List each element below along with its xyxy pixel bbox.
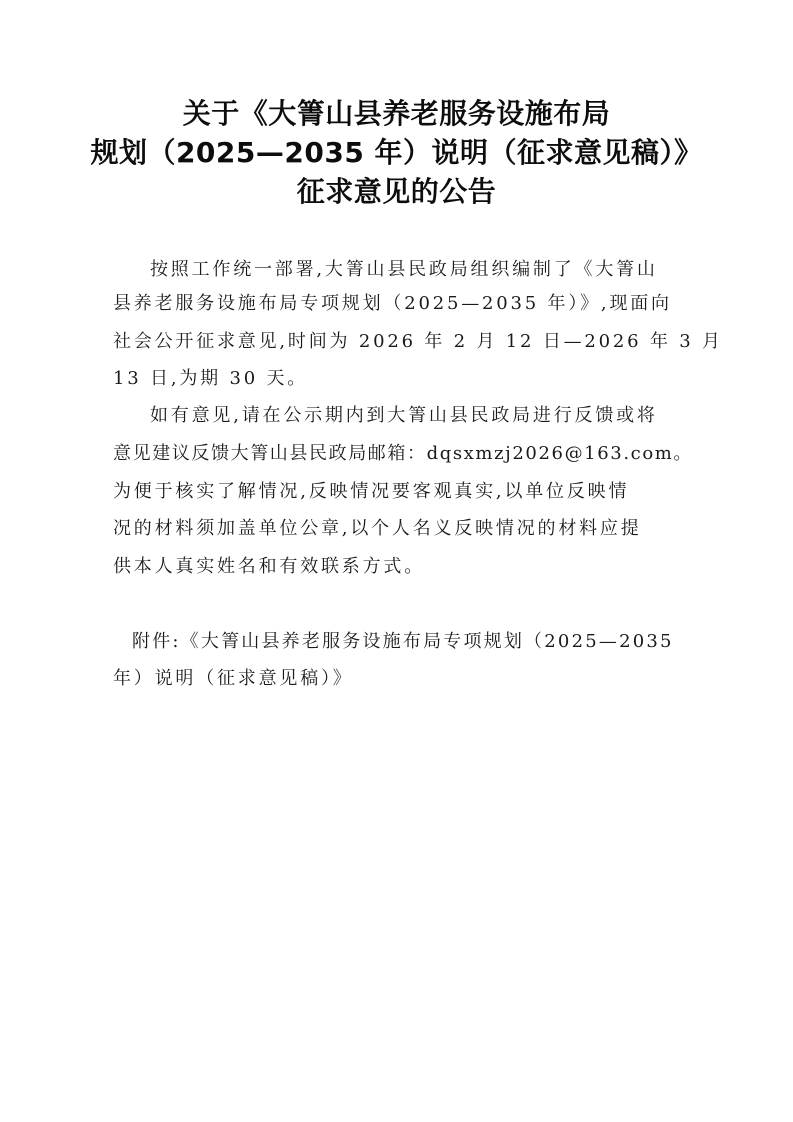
paragraph-line: 况的材料须加盖单位公章,以个人名义反映情况的材料应提 (113, 518, 642, 539)
paragraph-line: 社会公开征求意见,时间为 2026 年 2 月 12 日—2026 年 3 月 (113, 331, 723, 352)
attachment-line: 附件:《大箐山县养老服务设施布局专项规划（2025—2035 (132, 631, 674, 652)
paragraph-line: 供本人真实姓名和有效联系方式。 (113, 556, 425, 577)
paragraph-line: 为便于核实了解情况,反映情况要客观真实,以单位反映情 (113, 481, 630, 502)
title-line-2: 规划（2025—2035 年）说明（征求意见稿）》 (90, 136, 703, 169)
paragraph-line: 按照工作统一部署,大箐山县民政局组织编制了《大箐山 (150, 259, 658, 280)
page-title (0, 94, 793, 211)
attachment-line: 年）说明（征求意见稿）》 (113, 668, 354, 689)
paragraph-line: 如有意见,请在公示期内到大箐山县民政局进行反馈或将 (150, 405, 658, 426)
paragraph-line: 县养老服务设施布局专项规划（2025—2035 年）》,现面向 (113, 293, 672, 314)
paragraph-line: 意见建议反馈大箐山县民政局邮箱：dqsxmzj2026@163.com。 (113, 443, 694, 464)
title-line-3: 征求意见的公告 (296, 175, 497, 208)
paragraph-line: 13 日,为期 30 天。 (113, 368, 309, 389)
title-line-1: 关于《大箐山县养老服务设施布局 (182, 97, 611, 130)
